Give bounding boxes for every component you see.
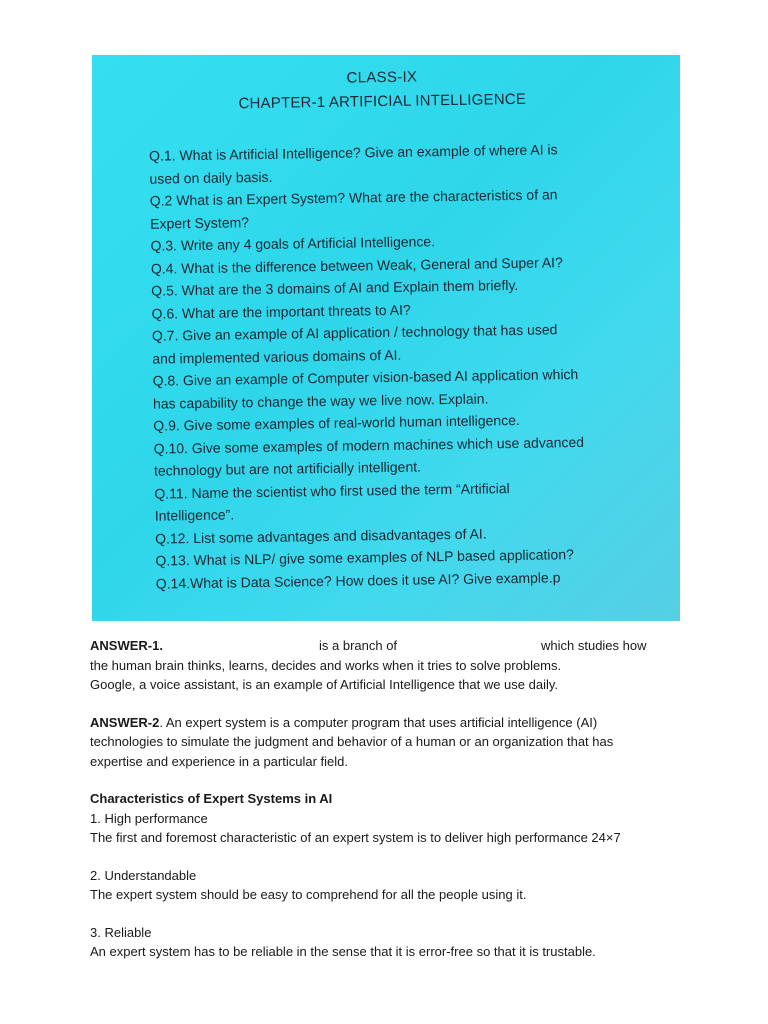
- question-line: Q.8. Give an example of Computer vision-based AI application which: [152, 365, 579, 389]
- answer-1-fragment: is a branch of: [319, 638, 398, 653]
- question-line: Q.2 What is an Expert System? What are the characteristics of an: [149, 186, 558, 209]
- question-line: Q.4. What is the difference between Weak, General and Super AI?: [150, 253, 563, 277]
- question-list: [149, 137, 656, 595]
- characteristic-title: 1. High performance: [90, 810, 208, 826]
- answer-2-label: ANSWER-2: [90, 714, 160, 730]
- answer-1-fragment: which studies how: [541, 638, 647, 653]
- question-line: technology but are not artificially intelligent.: [153, 458, 422, 479]
- question-line: Q.12. List some advantages and disadvantages of AI.: [154, 524, 487, 547]
- answer-1-text: the human brain thinks, learns, decides and works when it tries to solve problems.: [90, 657, 562, 673]
- worksheet-content: [92, 55, 680, 621]
- question-line: Q.7. Give an example of AI application / technology that has used: [151, 321, 558, 344]
- question-line: Q.9. Give some examples of real-world human intelligence.: [153, 411, 520, 434]
- question-line: Q.11. Name the scientist who first used the term “Artificial: [154, 479, 510, 502]
- answer-1-text: Google, a voice assistant, is an example of Artificial Intelligence that we use daily.: [90, 677, 559, 692]
- question-line: Q.10. Give some examples of modern machines which use advanced: [153, 433, 585, 457]
- answer-2-text: [90, 713, 690, 733]
- characteristic-title: 2. Understandable: [90, 867, 197, 883]
- answer-2-text: expertise and experience in a particular field.: [90, 753, 348, 769]
- answer-2-text: technologies to simulate the judgment and behavior of a human or an organization that has: [90, 734, 614, 749]
- question-line: has capability to change the way we live now. Explain.: [152, 389, 489, 412]
- question-line: Intelligence”.: [154, 506, 235, 524]
- answer-1-label: ANSWER-1.: [90, 638, 163, 653]
- characteristics-heading: Characteristics of Expert Systems in AI: [90, 791, 333, 806]
- question-line: Q.14.What is Data Science? How does it use AI? Give example.p: [155, 568, 561, 592]
- question-line: Q.6. What are the important threats to AI?: [151, 301, 411, 322]
- answer-2-fragment: . An expert system is a computer program that uses artificial intelligence (AI): [159, 714, 598, 730]
- class-title: CLASS-IX: [346, 68, 418, 87]
- question-line: Expert System?: [150, 213, 250, 232]
- answer-1-line: [90, 636, 690, 656]
- question-line: Q.1. What is Artificial Intelligence? Give an example of where AI is: [148, 141, 558, 164]
- question-line: Q.13. What is NLP/ give some examples of NLP based application?: [155, 546, 574, 569]
- question-line: Q.3. Write any 4 goals of Artificial Intelligence.: [150, 233, 436, 254]
- characteristic-text: An expert system has to be reliable in the sense that it is error-free so that it is trustable.: [90, 944, 596, 959]
- characteristic-text: The expert system should be easy to comprehend for all the people using it.: [90, 887, 527, 902]
- question-line: Q.5. What are the 3 domains of AI and Explain them briefly.: [151, 276, 519, 299]
- chapter-title: CHAPTER-1 ARTIFICIAL INTELLIGENCE: [238, 90, 527, 113]
- worksheet-photo: [92, 55, 680, 621]
- characteristic-text: The first and foremost characteristic of an expert system is to deliver high performance 24×7: [90, 830, 621, 845]
- characteristic-title: 3. Reliable: [90, 924, 152, 940]
- question-line: and implemented various domains of AI.: [152, 346, 402, 367]
- answers-section: [90, 636, 690, 962]
- question-line: used on daily basis.: [149, 168, 273, 187]
